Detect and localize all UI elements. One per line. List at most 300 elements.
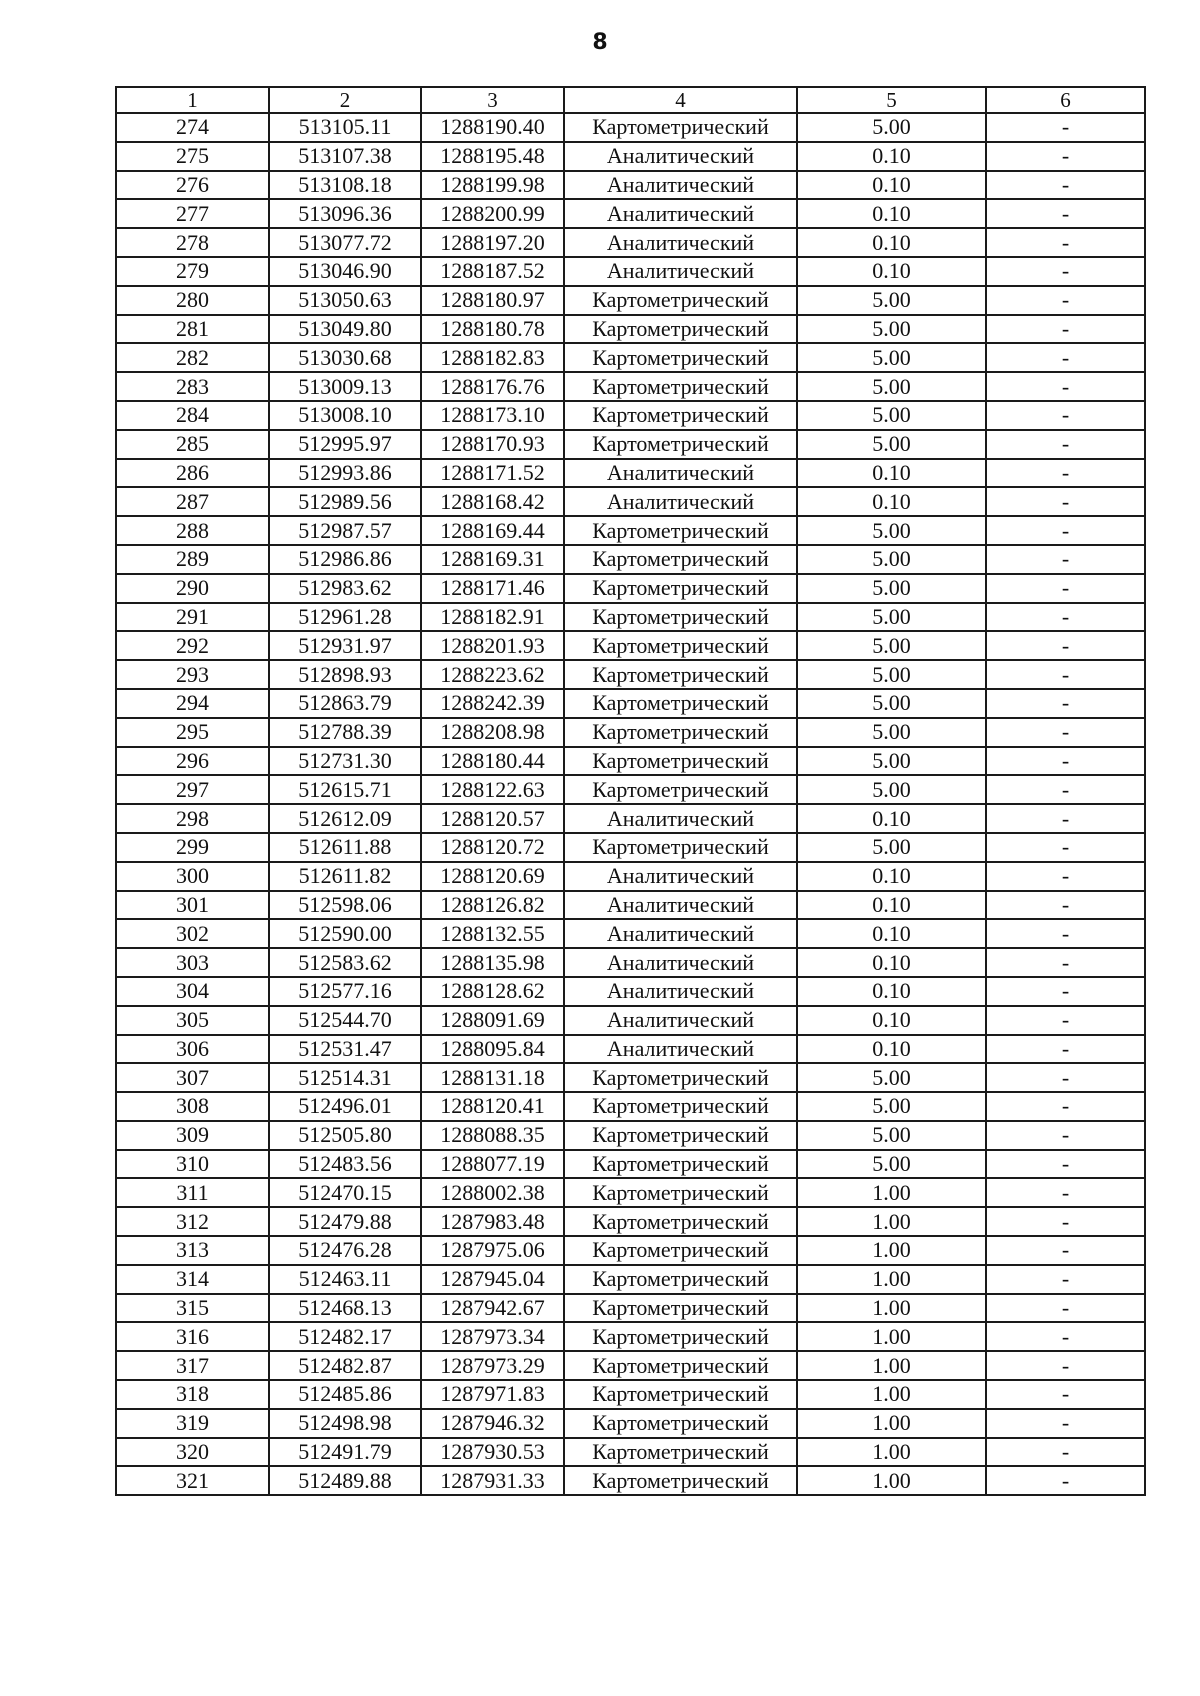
table-row (116, 718, 1145, 747)
y-coordinate-cell: 1288197.20 (421, 228, 564, 257)
x-coordinate-cell: 513046.90 (269, 257, 421, 286)
table-row (116, 747, 1145, 776)
point-number-cell: 307 (116, 1063, 269, 1092)
y-coordinate-cell: 1287930.53 (421, 1438, 564, 1467)
column-header: 5 (797, 87, 986, 113)
accuracy-cell: 5.00 (797, 1121, 986, 1150)
x-coordinate-cell: 512590.00 (269, 919, 421, 948)
point-number-cell: 303 (116, 948, 269, 977)
x-coordinate-cell: 512531.47 (269, 1035, 421, 1064)
point-number-cell: 285 (116, 430, 269, 459)
description-cell: - (986, 1438, 1145, 1467)
accuracy-cell: 0.10 (797, 862, 986, 891)
method-cell: Картометрический (564, 660, 797, 689)
accuracy-cell: 5.00 (797, 286, 986, 315)
accuracy-cell: 5.00 (797, 631, 986, 660)
point-number-cell: 298 (116, 804, 269, 833)
point-number-cell: 309 (116, 1121, 269, 1150)
description-cell: - (986, 459, 1145, 488)
description-cell: - (986, 718, 1145, 747)
table-row (116, 833, 1145, 862)
table-row (116, 142, 1145, 171)
x-coordinate-cell: 512470.15 (269, 1178, 421, 1207)
y-coordinate-cell: 1287975.06 (421, 1236, 564, 1265)
table-row (116, 1466, 1145, 1495)
point-number-cell: 276 (116, 171, 269, 200)
x-coordinate-cell: 512863.79 (269, 689, 421, 718)
y-coordinate-cell: 1288132.55 (421, 919, 564, 948)
y-coordinate-cell: 1288120.41 (421, 1092, 564, 1121)
description-cell: - (986, 1092, 1145, 1121)
description-cell: - (986, 574, 1145, 603)
y-coordinate-cell: 1288126.82 (421, 891, 564, 920)
y-coordinate-cell: 1288095.84 (421, 1035, 564, 1064)
point-number-cell: 312 (116, 1207, 269, 1236)
table-header-row (116, 87, 1145, 113)
method-cell: Картометрический (564, 1207, 797, 1236)
x-coordinate-cell: 513107.38 (269, 142, 421, 171)
y-coordinate-cell: 1288170.93 (421, 430, 564, 459)
x-coordinate-cell: 512498.98 (269, 1409, 421, 1438)
point-number-cell: 297 (116, 775, 269, 804)
table-row (116, 459, 1145, 488)
accuracy-cell: 5.00 (797, 545, 986, 574)
y-coordinate-cell: 1288176.76 (421, 372, 564, 401)
accuracy-cell: 5.00 (797, 660, 986, 689)
method-cell: Аналитический (564, 171, 797, 200)
x-coordinate-cell: 512463.11 (269, 1265, 421, 1294)
point-number-cell: 275 (116, 142, 269, 171)
point-number-cell: 294 (116, 689, 269, 718)
point-number-cell: 314 (116, 1265, 269, 1294)
method-cell: Картометрический (564, 1438, 797, 1467)
x-coordinate-cell: 512611.82 (269, 862, 421, 891)
point-number-cell: 321 (116, 1466, 269, 1495)
x-coordinate-cell: 513050.63 (269, 286, 421, 315)
x-coordinate-cell: 512491.79 (269, 1438, 421, 1467)
method-cell: Аналитический (564, 199, 797, 228)
description-cell: - (986, 315, 1145, 344)
accuracy-cell: 5.00 (797, 718, 986, 747)
table-row (116, 804, 1145, 833)
accuracy-cell: 0.10 (797, 948, 986, 977)
description-cell: - (986, 487, 1145, 516)
description-cell: - (986, 1380, 1145, 1409)
accuracy-cell: 0.10 (797, 804, 986, 833)
accuracy-cell: 1.00 (797, 1236, 986, 1265)
method-cell: Аналитический (564, 891, 797, 920)
method-cell: Картометрический (564, 775, 797, 804)
x-coordinate-cell: 513009.13 (269, 372, 421, 401)
accuracy-cell: 0.10 (797, 487, 986, 516)
point-number-cell: 286 (116, 459, 269, 488)
point-number-cell: 279 (116, 257, 269, 286)
point-number-cell: 306 (116, 1035, 269, 1064)
y-coordinate-cell: 1287973.34 (421, 1322, 564, 1351)
column-header: 4 (564, 87, 797, 113)
description-cell: - (986, 286, 1145, 315)
column-header: 6 (986, 87, 1145, 113)
point-number-cell: 295 (116, 718, 269, 747)
table-row (116, 430, 1145, 459)
point-number-cell: 274 (116, 113, 269, 142)
accuracy-cell: 5.00 (797, 401, 986, 430)
point-number-cell: 308 (116, 1092, 269, 1121)
method-cell: Картометрический (564, 603, 797, 632)
table-row (116, 343, 1145, 372)
accuracy-cell: 5.00 (797, 343, 986, 372)
x-coordinate-cell: 512544.70 (269, 1006, 421, 1035)
description-cell: - (986, 775, 1145, 804)
description-cell: - (986, 516, 1145, 545)
y-coordinate-cell: 1287945.04 (421, 1265, 564, 1294)
accuracy-cell: 0.10 (797, 171, 986, 200)
method-cell: Картометрический (564, 1150, 797, 1179)
method-cell: Картометрический (564, 718, 797, 747)
method-cell: Картометрический (564, 1322, 797, 1351)
y-coordinate-cell: 1288169.44 (421, 516, 564, 545)
x-coordinate-cell: 513108.18 (269, 171, 421, 200)
x-coordinate-cell: 512788.39 (269, 718, 421, 747)
description-cell: - (986, 603, 1145, 632)
y-coordinate-cell: 1287942.67 (421, 1294, 564, 1323)
accuracy-cell: 1.00 (797, 1466, 986, 1495)
description-cell: - (986, 862, 1145, 891)
description-cell: - (986, 257, 1145, 286)
accuracy-cell: 1.00 (797, 1380, 986, 1409)
accuracy-cell: 0.10 (797, 977, 986, 1006)
accuracy-cell: 1.00 (797, 1265, 986, 1294)
table-row (116, 689, 1145, 718)
x-coordinate-cell: 512476.28 (269, 1236, 421, 1265)
x-coordinate-cell: 512482.87 (269, 1351, 421, 1380)
y-coordinate-cell: 1288135.98 (421, 948, 564, 977)
table-row (116, 1092, 1145, 1121)
method-cell: Аналитический (564, 142, 797, 171)
method-cell: Аналитический (564, 1006, 797, 1035)
y-coordinate-cell: 1287946.32 (421, 1409, 564, 1438)
method-cell: Картометрический (564, 1092, 797, 1121)
method-cell: Аналитический (564, 919, 797, 948)
x-coordinate-cell: 512514.31 (269, 1063, 421, 1092)
table-row (116, 1294, 1145, 1323)
table-row (116, 1409, 1145, 1438)
table-row (116, 1006, 1145, 1035)
table-row (116, 1035, 1145, 1064)
description-cell: - (986, 1121, 1145, 1150)
y-coordinate-cell: 1288180.44 (421, 747, 564, 776)
x-coordinate-cell: 512496.01 (269, 1092, 421, 1121)
y-coordinate-cell: 1288171.46 (421, 574, 564, 603)
x-coordinate-cell: 512961.28 (269, 603, 421, 632)
x-coordinate-cell: 512987.57 (269, 516, 421, 545)
accuracy-cell: 1.00 (797, 1351, 986, 1380)
y-coordinate-cell: 1288182.91 (421, 603, 564, 632)
accuracy-cell: 5.00 (797, 574, 986, 603)
description-cell: - (986, 1178, 1145, 1207)
description-cell: - (986, 401, 1145, 430)
table-row (116, 401, 1145, 430)
method-cell: Аналитический (564, 977, 797, 1006)
table-row (116, 372, 1145, 401)
method-cell: Картометрический (564, 1121, 797, 1150)
description-cell: - (986, 113, 1145, 142)
method-cell: Картометрический (564, 545, 797, 574)
table-row (116, 228, 1145, 257)
x-coordinate-cell: 512468.13 (269, 1294, 421, 1323)
x-coordinate-cell: 512989.56 (269, 487, 421, 516)
method-cell: Картометрический (564, 516, 797, 545)
method-cell: Картометрический (564, 1351, 797, 1380)
x-coordinate-cell: 512993.86 (269, 459, 421, 488)
method-cell: Картометрический (564, 1380, 797, 1409)
point-number-cell: 283 (116, 372, 269, 401)
y-coordinate-cell: 1288223.62 (421, 660, 564, 689)
accuracy-cell: 1.00 (797, 1294, 986, 1323)
table-row (116, 891, 1145, 920)
y-coordinate-cell: 1288182.83 (421, 343, 564, 372)
table-row (116, 1063, 1145, 1092)
description-cell: - (986, 171, 1145, 200)
description-cell: - (986, 372, 1145, 401)
x-coordinate-cell: 512482.17 (269, 1322, 421, 1351)
table-body (116, 87, 1145, 1495)
description-cell: - (986, 430, 1145, 459)
y-coordinate-cell: 1288171.52 (421, 459, 564, 488)
table-row (116, 1322, 1145, 1351)
table-row (116, 919, 1145, 948)
point-number-cell: 287 (116, 487, 269, 516)
point-number-cell: 310 (116, 1150, 269, 1179)
method-cell: Картометрический (564, 833, 797, 862)
point-number-cell: 299 (116, 833, 269, 862)
accuracy-cell: 0.10 (797, 199, 986, 228)
coordinates-table (115, 86, 1146, 1496)
point-number-cell: 288 (116, 516, 269, 545)
y-coordinate-cell: 1288169.31 (421, 545, 564, 574)
accuracy-cell: 1.00 (797, 1322, 986, 1351)
point-number-cell: 278 (116, 228, 269, 257)
point-number-cell: 319 (116, 1409, 269, 1438)
x-coordinate-cell: 513008.10 (269, 401, 421, 430)
description-cell: - (986, 689, 1145, 718)
point-number-cell: 302 (116, 919, 269, 948)
method-cell: Картометрический (564, 113, 797, 142)
accuracy-cell: 5.00 (797, 833, 986, 862)
y-coordinate-cell: 1288180.78 (421, 315, 564, 344)
accuracy-cell: 5.00 (797, 516, 986, 545)
point-number-cell: 316 (116, 1322, 269, 1351)
y-coordinate-cell: 1288122.63 (421, 775, 564, 804)
y-coordinate-cell: 1288091.69 (421, 1006, 564, 1035)
description-cell: - (986, 1063, 1145, 1092)
column-header: 3 (421, 87, 564, 113)
y-coordinate-cell: 1287931.33 (421, 1466, 564, 1495)
table-row (116, 1121, 1145, 1150)
table-row (116, 545, 1145, 574)
x-coordinate-cell: 513105.11 (269, 113, 421, 142)
point-number-cell: 289 (116, 545, 269, 574)
table-row (116, 631, 1145, 660)
method-cell: Аналитический (564, 1035, 797, 1064)
method-cell: Аналитический (564, 459, 797, 488)
accuracy-cell: 1.00 (797, 1409, 986, 1438)
method-cell: Картометрический (564, 1236, 797, 1265)
method-cell: Картометрический (564, 1063, 797, 1092)
method-cell: Картометрический (564, 1466, 797, 1495)
method-cell: Картометрический (564, 1178, 797, 1207)
table-row (116, 660, 1145, 689)
x-coordinate-cell: 513030.68 (269, 343, 421, 372)
description-cell: - (986, 343, 1145, 372)
x-coordinate-cell: 513096.36 (269, 199, 421, 228)
y-coordinate-cell: 1287971.83 (421, 1380, 564, 1409)
description-cell: - (986, 1409, 1145, 1438)
y-coordinate-cell: 1288242.39 (421, 689, 564, 718)
method-cell: Аналитический (564, 948, 797, 977)
description-cell: - (986, 545, 1145, 574)
y-coordinate-cell: 1288201.93 (421, 631, 564, 660)
table-row (116, 171, 1145, 200)
x-coordinate-cell: 512615.71 (269, 775, 421, 804)
x-coordinate-cell: 512612.09 (269, 804, 421, 833)
y-coordinate-cell: 1288173.10 (421, 401, 564, 430)
x-coordinate-cell: 512505.80 (269, 1121, 421, 1150)
accuracy-cell: 0.10 (797, 228, 986, 257)
table-row (116, 257, 1145, 286)
method-cell: Картометрический (564, 1294, 797, 1323)
table-row (116, 1265, 1145, 1294)
x-coordinate-cell: 512931.97 (269, 631, 421, 660)
accuracy-cell: 0.10 (797, 891, 986, 920)
description-cell: - (986, 977, 1145, 1006)
table-row (116, 1351, 1145, 1380)
column-header: 2 (269, 87, 421, 113)
description-cell: - (986, 948, 1145, 977)
x-coordinate-cell: 512479.88 (269, 1207, 421, 1236)
table-row (116, 775, 1145, 804)
point-number-cell: 301 (116, 891, 269, 920)
point-number-cell: 304 (116, 977, 269, 1006)
method-cell: Картометрический (564, 430, 797, 459)
method-cell: Картометрический (564, 286, 797, 315)
description-cell: - (986, 1351, 1145, 1380)
accuracy-cell: 5.00 (797, 747, 986, 776)
table-row (116, 286, 1145, 315)
y-coordinate-cell: 1288120.57 (421, 804, 564, 833)
y-coordinate-cell: 1288168.42 (421, 487, 564, 516)
table-row (116, 315, 1145, 344)
description-cell: - (986, 1466, 1145, 1495)
accuracy-cell: 5.00 (797, 315, 986, 344)
point-number-cell: 292 (116, 631, 269, 660)
y-coordinate-cell: 1288128.62 (421, 977, 564, 1006)
point-number-cell: 291 (116, 603, 269, 632)
accuracy-cell: 0.10 (797, 1035, 986, 1064)
y-coordinate-cell: 1288131.18 (421, 1063, 564, 1092)
table-row (116, 1380, 1145, 1409)
point-number-cell: 293 (116, 660, 269, 689)
x-coordinate-cell: 512577.16 (269, 977, 421, 1006)
table-row (116, 1178, 1145, 1207)
accuracy-cell: 0.10 (797, 459, 986, 488)
method-cell: Картометрический (564, 1409, 797, 1438)
point-number-cell: 282 (116, 343, 269, 372)
description-cell: - (986, 1150, 1145, 1179)
point-number-cell: 317 (116, 1351, 269, 1380)
y-coordinate-cell: 1288199.98 (421, 171, 564, 200)
accuracy-cell: 5.00 (797, 372, 986, 401)
x-coordinate-cell: 513077.72 (269, 228, 421, 257)
table-row (116, 113, 1145, 142)
accuracy-cell: 0.10 (797, 1006, 986, 1035)
point-number-cell: 318 (116, 1380, 269, 1409)
x-coordinate-cell: 512611.88 (269, 833, 421, 862)
x-coordinate-cell: 513049.80 (269, 315, 421, 344)
method-cell: Картометрический (564, 372, 797, 401)
accuracy-cell: 5.00 (797, 430, 986, 459)
description-cell: - (986, 919, 1145, 948)
method-cell: Картометрический (564, 631, 797, 660)
table-row (116, 1236, 1145, 1265)
table-row (116, 199, 1145, 228)
description-cell: - (986, 747, 1145, 776)
page-number: 8 (592, 30, 608, 55)
description-cell: - (986, 228, 1145, 257)
method-cell: Картометрический (564, 401, 797, 430)
table-row (116, 574, 1145, 603)
table-row (116, 487, 1145, 516)
description-cell: - (986, 891, 1145, 920)
description-cell: - (986, 1265, 1145, 1294)
method-cell: Картометрический (564, 1265, 797, 1294)
point-number-cell: 320 (116, 1438, 269, 1467)
method-cell: Картометрический (564, 574, 797, 603)
table-row (116, 603, 1145, 632)
description-cell: - (986, 142, 1145, 171)
x-coordinate-cell: 512983.62 (269, 574, 421, 603)
accuracy-cell: 5.00 (797, 689, 986, 718)
y-coordinate-cell: 1288180.97 (421, 286, 564, 315)
method-cell: Аналитический (564, 257, 797, 286)
table-row (116, 948, 1145, 977)
accuracy-cell: 0.10 (797, 919, 986, 948)
point-number-cell: 284 (116, 401, 269, 430)
point-number-cell: 315 (116, 1294, 269, 1323)
description-cell: - (986, 833, 1145, 862)
accuracy-cell: 5.00 (797, 1063, 986, 1092)
table-row (116, 1438, 1145, 1467)
method-cell: Картометрический (564, 343, 797, 372)
y-coordinate-cell: 1288190.40 (421, 113, 564, 142)
table-row (116, 1207, 1145, 1236)
y-coordinate-cell: 1288195.48 (421, 142, 564, 171)
description-cell: - (986, 1006, 1145, 1035)
column-header: 1 (116, 87, 269, 113)
accuracy-cell: 5.00 (797, 603, 986, 632)
table-row (116, 516, 1145, 545)
point-number-cell: 313 (116, 1236, 269, 1265)
accuracy-cell: 1.00 (797, 1207, 986, 1236)
y-coordinate-cell: 1288088.35 (421, 1121, 564, 1150)
point-number-cell: 296 (116, 747, 269, 776)
y-coordinate-cell: 1287973.29 (421, 1351, 564, 1380)
description-cell: - (986, 1322, 1145, 1351)
point-number-cell: 281 (116, 315, 269, 344)
x-coordinate-cell: 512995.97 (269, 430, 421, 459)
accuracy-cell: 5.00 (797, 113, 986, 142)
x-coordinate-cell: 512598.06 (269, 891, 421, 920)
